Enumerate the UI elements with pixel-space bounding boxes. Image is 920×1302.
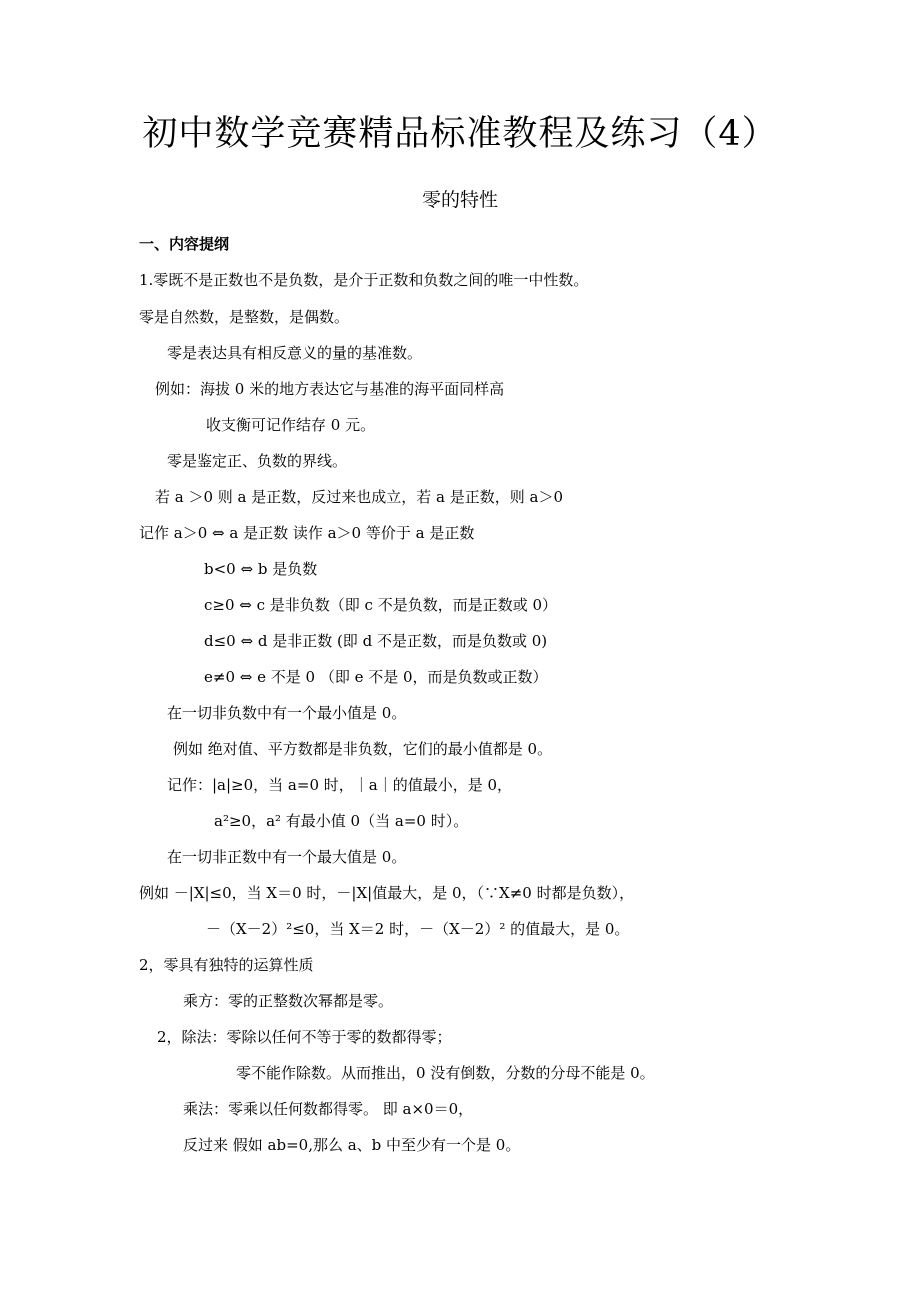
text-line: 2，零具有独特的运算性质 <box>139 956 314 974</box>
text-line: 例如：海拔 0 米的地方表达它与基准的海平面同样高 <box>155 380 505 398</box>
text-line: 例如 －|X|≤0，当 X＝0 时，－|X|值最大，是 0，（∵X≠0 时都是负数）， <box>139 884 635 902</box>
text-line: 记作 a＞0 ⇔ a 是正数 读作 a＞0 等价于 a 是正数 <box>139 524 475 542</box>
section-heading: 一、内容提纲 <box>139 235 230 253</box>
text-line: 乘方：零的正整数次幂都是零。 <box>183 992 394 1010</box>
text-line: －（X－2）²≤0，当 X＝2 时，－（X－2）² 的值最大，是 0。 <box>206 920 630 938</box>
text-line: 零不能作除数。从而推出，0 没有倒数，分数的分母不能是 0。 <box>236 1064 655 1082</box>
text-line: 零是表达具有相反意义的量的基准数。 <box>167 344 423 362</box>
text-line: 收支衡可记作结存 0 元。 <box>206 416 376 434</box>
text-line: d≤0 ⇔ d 是非正数 (即 d 不是正数，而是负数或 0) <box>204 632 548 650</box>
text-line: 记作：|a|≥0，当 a=0 时，｜a｜的值最小，是 0， <box>167 776 513 794</box>
text-line: 例如 绝对值、平方数都是非负数，它们的最小值都是 0。 <box>173 740 553 758</box>
document-title: 初中数学竞赛精品标准教程及练习（4） <box>142 114 778 154</box>
text-line: 若 a ＞0 则 a 是正数，反过来也成立，若 a 是正数，则 a＞0 <box>155 488 564 506</box>
text-line: 2，除法：零除以任何不等于零的数都得零； <box>157 1028 452 1046</box>
text-line: 1.零既不是正数也不是负数，是介于正数和负数之间的唯一中性数。 <box>139 271 589 289</box>
text-line: c≥0 ⇔ c 是非负数（即 c 不是负数，而是正数或 0） <box>204 596 558 614</box>
text-line: 在一切非负数中有一个最小值是 0。 <box>167 704 407 722</box>
text-line: 在一切非正数中有一个最大值是 0。 <box>167 848 407 866</box>
text-line: e≠0 ⇔ e 不是 0 （即 e 不是 0，而是负数或正数） <box>204 668 548 686</box>
text-line: 零是鉴定正、负数的界线。 <box>167 452 348 470</box>
document-subtitle: 零的特性 <box>421 189 498 211</box>
text-line: 乘法：零乘以任何数都得零。 即 a×0＝0， <box>183 1100 474 1118</box>
text-line: 零是自然数，是整数，是偶数。 <box>139 308 350 326</box>
text-line: b<0 ⇔ b 是负数 <box>204 560 318 578</box>
text-line: a²≥0，a² 有最小值 0（当 a=0 时）。 <box>214 812 469 830</box>
text-line: 反过来 假如 ab=0,那么 a、b 中至少有一个是 0。 <box>183 1136 521 1154</box>
